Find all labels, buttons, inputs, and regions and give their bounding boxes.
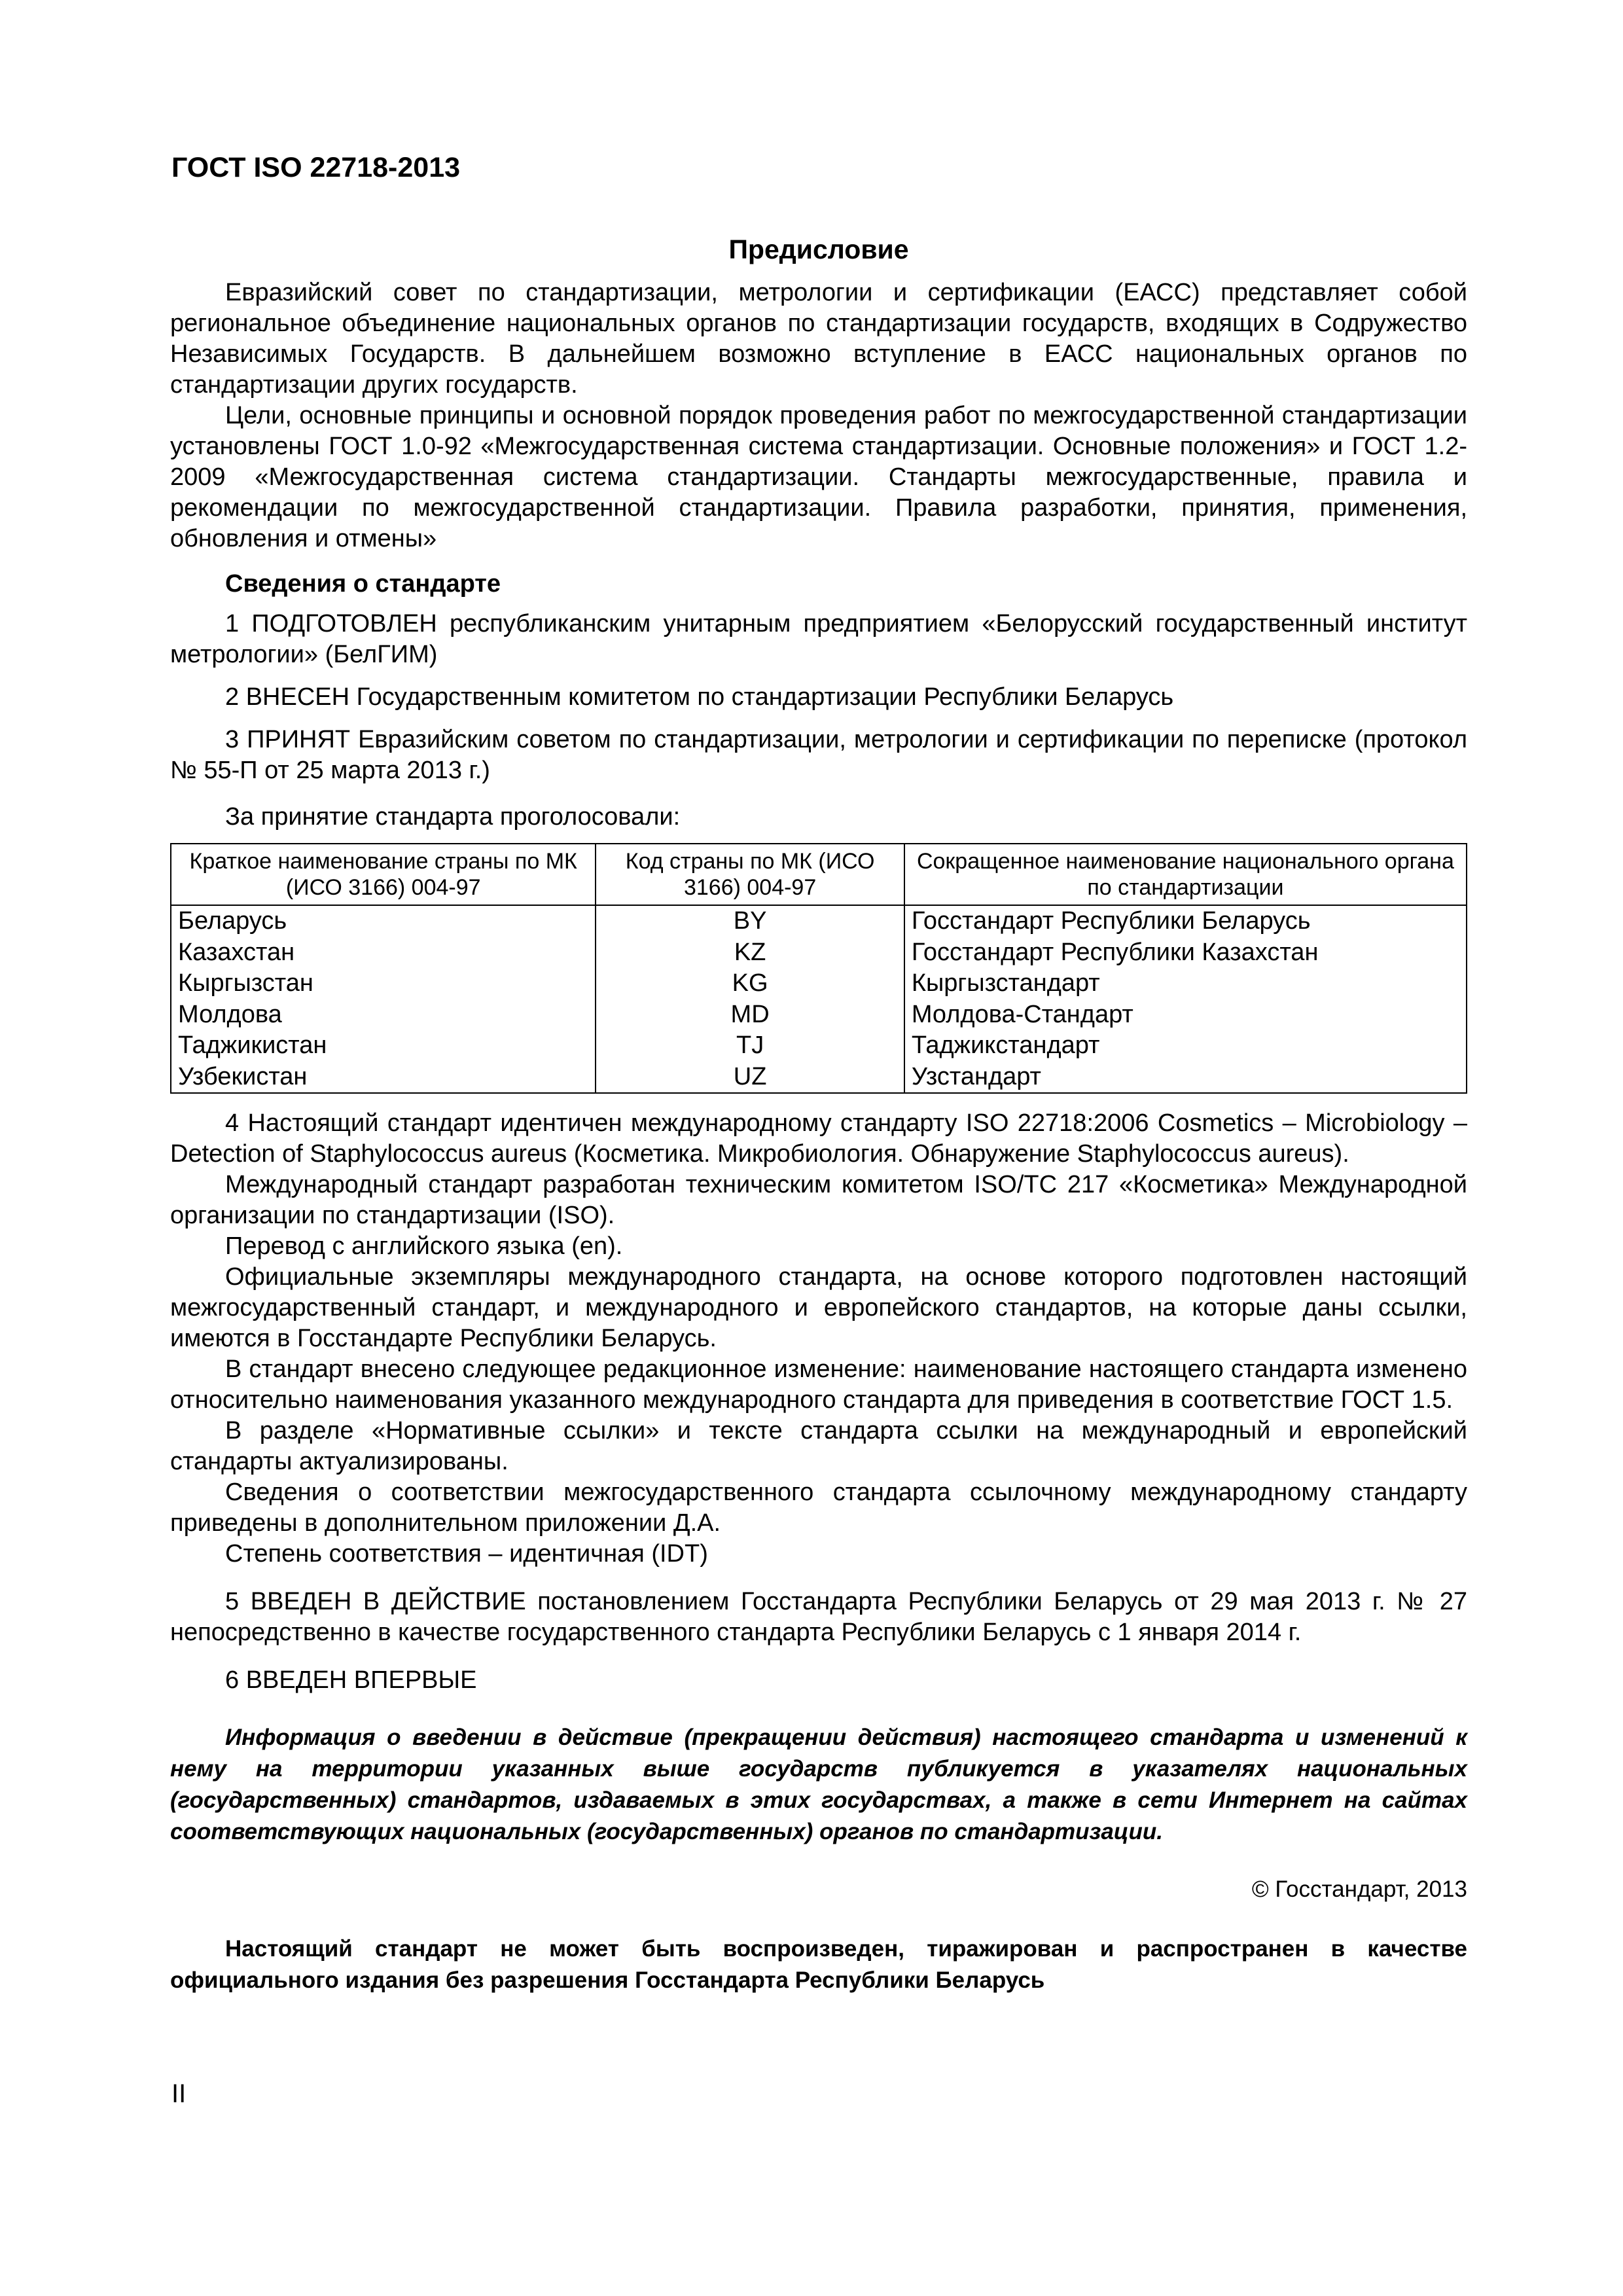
cell-code: KZ: [596, 937, 904, 969]
voted-label: За принятие стандарта проголосовали:: [225, 803, 681, 831]
reproduction-notice: Настоящий стандарт не может быть воспроизведен, тиражирован и распространен в качестве официального издания без разрешения Госстандарта Республики Беларусь: [170, 1936, 1467, 1993]
item-first-introduced: 6 ВВЕДЕН ВПЕРВЫЕ: [225, 1666, 477, 1694]
cell-country: Беларусь: [171, 905, 596, 937]
cell-code: BY: [596, 905, 904, 937]
cell-country: Казахстан: [171, 937, 596, 969]
page-title: Предисловие: [728, 234, 909, 264]
table-row: [171, 905, 1467, 937]
cell-code: UZ: [596, 1062, 904, 1094]
table-row: [171, 999, 1467, 1031]
cell-body: Кыргызстандарт: [904, 968, 1467, 999]
copyright: © Госстандарт, 2013: [1251, 1876, 1467, 1902]
voting-table: [170, 843, 1467, 1094]
column-header-country: Краткое наименование страны по МК (ИСО 3166) 004-97: [171, 844, 596, 905]
item4-paragraph: Международный стандарт разработан техническим комитетом ISO/TC 217 «Косметика» Международной организации по стандартизации (ISO).: [170, 1171, 1467, 1229]
cell-country: Узбекистан: [171, 1062, 596, 1094]
column-header-body: Сокращенное наименование национального органа по стандартизации: [904, 844, 1467, 905]
standard-id-header: ГОСТ ISO 22718-2013: [171, 152, 461, 183]
cell-body: Таджикстандарт: [904, 1030, 1467, 1062]
item4-paragraph: Перевод с английского языка (en).: [225, 1232, 623, 1260]
cell-code: MD: [596, 999, 904, 1031]
item-adopted: 3 ПРИНЯТ Евразийским советом по стандартизации, метрологии и сертификации по переписке (протокол № 55-П от 25 марта 2013 г.): [170, 726, 1467, 784]
item4-paragraph: Официальные экземпляры международного стандарта, на основе которого подготовлен настоящий межгосударственный стандарт, и международного и европейского стандартов, на которые даны ссылки, имеются в Госстандарте Республики Беларусь.: [170, 1263, 1467, 1352]
item4-paragraph: В стандарт внесено следующее редакционное изменение: наименование настоящего стандарта изменено относительно наименования указанного международного стандарта для приведения в соответствие ГОСТ 1.5.: [170, 1355, 1467, 1414]
cell-body: Госстандарт Республики Беларусь: [904, 905, 1467, 937]
cell-body: Узстандарт: [904, 1062, 1467, 1094]
item4-paragraph: Степень соответствия – идентичная (IDT): [225, 1540, 708, 1568]
item-identical-block: [170, 1108, 1467, 1570]
item-enacted: 5 ВВЕДЕН В ДЕЙСТВИЕ постановлением Госстандарта Республики Беларусь от 29 мая 2013 г. № 27 непосредственно в качестве государственного стандарта Республики Беларусь с 1 января 2014 г.: [170, 1588, 1467, 1646]
item4-paragraph: 4 Настоящий стандарт идентичен международному стандарту ISO 22718:2006 Cosmetics – Microbiology – Detection of Staphylococcus aureus (Косметика. Микробиология. Обнаружение Staphylococcus aureus).: [170, 1109, 1467, 1168]
table-row: [171, 968, 1467, 999]
page-number: II: [171, 2079, 187, 2108]
info-heading: Сведения о стандарте: [225, 570, 501, 598]
cell-country: Молдова: [171, 999, 596, 1031]
intro-paragraph-1: Евразийский совет по стандартизации, метрологии и сертификации (ЕАСС) представляет собой региональное объединение национальных органов по стандартизации государств, входящих в Содружество Независимых Государств. В дальнейшем возможно вступление в ЕАСС национальных органов по стандартизации других государств.: [170, 279, 1467, 399]
table-header-row: [171, 844, 1467, 905]
item4-paragraph: Сведения о соответствии межгосударственного стандарта ссылочному международному стандарту приведены в дополнительном приложении Д.А.: [170, 1479, 1467, 1537]
item-submitted: 2 ВНЕСЕН Государственным комитетом по стандартизации Республики Беларусь: [225, 683, 1174, 711]
cell-country: Кыргызстан: [171, 968, 596, 999]
item-prepared: 1 ПОДГОТОВЛЕН республиканским унитарным предприятием «Белорусский государственный институт метрологии» (БелГИМ): [170, 610, 1467, 668]
cell-body: Госстандарт Республики Казахстан: [904, 937, 1467, 969]
document-body: [170, 278, 1467, 2019]
table-row: [171, 1062, 1467, 1094]
table-row: [171, 1030, 1467, 1062]
cell-body: Молдова-Стандарт: [904, 999, 1467, 1031]
cell-code: KG: [596, 968, 904, 999]
table-row: [171, 937, 1467, 969]
intro-paragraph-2: Цели, основные принципы и основной порядок проведения работ по межгосударственной стандартизации установлены ГОСТ 1.0-92 «Межгосударственная система стандартизации. Основные положения» и ГОСТ 1.2-2009 «Межгосударственная система стандартизации. Стандарты межгосударственные, правила и рекомендации по межгосударственной стандартизации. Правила разработки, принятия, применения, обновления и отмены»: [170, 402, 1467, 552]
column-header-code: Код страны по МК (ИСО 3166) 004-97: [596, 844, 904, 905]
cell-country: Таджикистан: [171, 1030, 596, 1062]
item4-paragraph: В разделе «Нормативные ссылки» и тексте стандарта ссылки на международный и европейский стандарты актуализированы.: [170, 1417, 1467, 1475]
cell-code: TJ: [596, 1030, 904, 1062]
info-notice: Информация о введении в действие (прекращении действия) настоящего стандарта и изменений к нему на территории указанных выше государств публикуется в указателях национальных (государственных) стандартов, издаваемых в этих государствах, а также в сети Интернет на сайтах соответствующих национальных (государственных) органов по стандартизации.: [170, 1725, 1467, 1844]
